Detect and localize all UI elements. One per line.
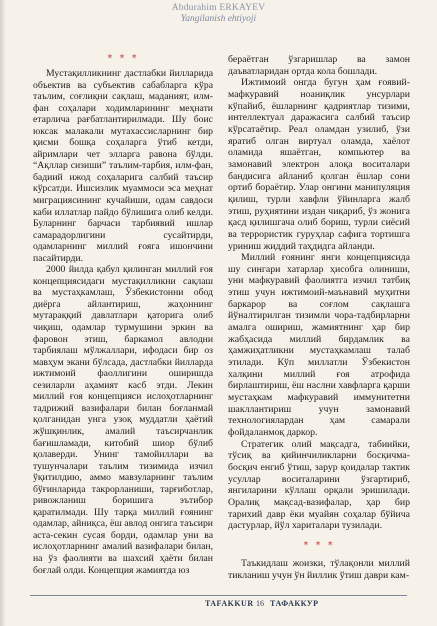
paragraph: Миллий ғоянинг янги концепциясида шу сингари хатарлар ҳисобга олиниши, уни мафкуравий фаолиятга изчил татбиқ этиш учун ижтимоий-маънавий муҳитни баркарор ва соғлом сақлашга йўналтирилган тизимли чора-тадбирларни амалга ошириш, жамиятнинг ҳар бир жабҳасида миллий бирдамлик ва ҳамжиҳатликни мустаҳкамлаш талаб этилади. Кўп миллатли Ўзбекистон халқини миллий ғоя атрофида бирлаштириш, ёш наслни хавфларга қарши мустаҳкам мафкуравий иммунитетни шакллантириш учун замонавий технологиялардан ҳам самарали фойдаланмоқ даркор. [228,252,410,438]
section-separator: * * * [107,53,139,64]
left-text-column [33,68,213,576]
paragraph: 2000 йилда қабул қилинган миллий ғоя концепциясидаги мустақилликни сақлаш ва мустаҳкамлаш, Ўзбекистонни обод диёрга айлантириш, жаҳоннинг мутараққий давлатлари қаторига олиб чиқиш, одамлар турмушини эркин ва фаровон этиш, баркамол авлодни тарбиялаш мўлжаллари, ифодаси бир оз мавҳум экани бўлсада, дастлабки йилларда ижтимоий фаоллигини оширишда сезиларли аҳамият касб этди. Лекин миллий ғоя концепцияси ислоҳотларнинг тадрижий вазифалари билан боғланмай қолганидан унга узоқ муддатли ҳаётий жўшқинлик, амалий таъсирчанлик бағишламади, китобий шиор бўлиб қолаверди. Унинг тамойиллари ва тушунчалари таълим тизимида изчил ўқитилдию, аммо мавзуларнинг таълим бўғинларида такрорланиши, тарғиботлар, ривожланиш боришига эътибор қаратилмади. Шу тарқа миллий ғоянинг одамлар, айниқса, ёш авлод онгига таъсири аста-секин сусая борди, одамлар уни ва ислоҳотларнинг амалий вазифалари билан, на ўз фаолияти ва шахсий ҳаёти билан боғлай олди. Концепция жамиятда юз [33,264,213,576]
page-edge-shadow [0,0,6,626]
page-number: 16 [256,599,264,608]
paragraph-continuation: бераётган ўзгаришлар ва замон даъватларидан ортда кола бошлади. [228,54,410,77]
page-header [0,3,437,25]
article-subtitle: Yangilanish ehtiyoji [180,14,257,24]
section-separator: * * * [303,539,335,551]
right-text-column [228,54,410,581]
paragraph: Мустақилликнинг дастлабки йилларида объектив ва субъектив сабабларга кўра таълим, соғлиқни сақлаш, маданият, илм-фан соҳалари ходимларининг меҳнати етарлича рағбатлантирилмади. Шу боис юксак малакали мутахассисларнинг бир қисми бошқа соҳаларга ўтиб кетди, айримлари чет элларга равона бўлди. “Ақллар сизиши” таълим-тарбия, илм-фан, бадиий ижод соҳаларига салбий таъсир кўрсатди. Ишсизлик муаммоси эса меҳнат миграциясининг кучайиши, одам савдоси каби иллатлар пайдо бўлишига олиб келди. Буларнинг барчаси тарбиявий ишлар самарадорлигини сусайтирди, одамларнинг миллий ғояга ишончини пасайтирди. [33,68,213,264]
footer-magazine-latin: TAFAKKUR [205,599,254,608]
paragraph: Ижтимоий онгда бугун ҳам ғоявий-мафкуравий ноаниқлик унсурлари кўпайиб, ёшларнинг қадриятлар тизими, интеллектуал даражасига салбий таъсир кўрсатаётир. Реал оламдан узилиб, ўзи яратиб олган виртуал оламда, хаёлот оламида яшаётган, компьютер ва замонавий электрон алоқа воситалари бандисига айланиб қолган ёшлар сони ортиб бораётир. Улар онгини манипуляция қилиш, турли хавфли ўйинларга жалб этиш, руҳиятини издан чиқариб, ўз жонига қасд қилишгача олиб бориш, турли сиёсий ва террористик гуруҳлар сафига тортишга уриниш жиддий таҳдидга айланди. [228,77,410,252]
page-footer [30,595,407,615]
author-name: Abdurahim ERKAYEV [171,3,266,13]
paragraph: Таъкидлаш жоизки, тўлақонли миллий тикланиш учун ўн йиллик ўтиш даври кам- [228,557,410,581]
footer-magazine-cyrillic: ТАФАККУР [270,599,319,608]
paragraph: Стратегик олий мақсадга, табиийки, тўсиқ ва қийинчиликларни босқичма-босқич енгиб ўтиш, зарур қоидалар тактик усуллар воситаларини ўзгартириб, янгиларини кўллаш орқали эришилади. Оралиқ мақсад-вазифалар, ҳар бир тарихий давр ёки муайян соҳалар бўйича дастурлар, йўл хариталари тузилади. [228,438,410,532]
